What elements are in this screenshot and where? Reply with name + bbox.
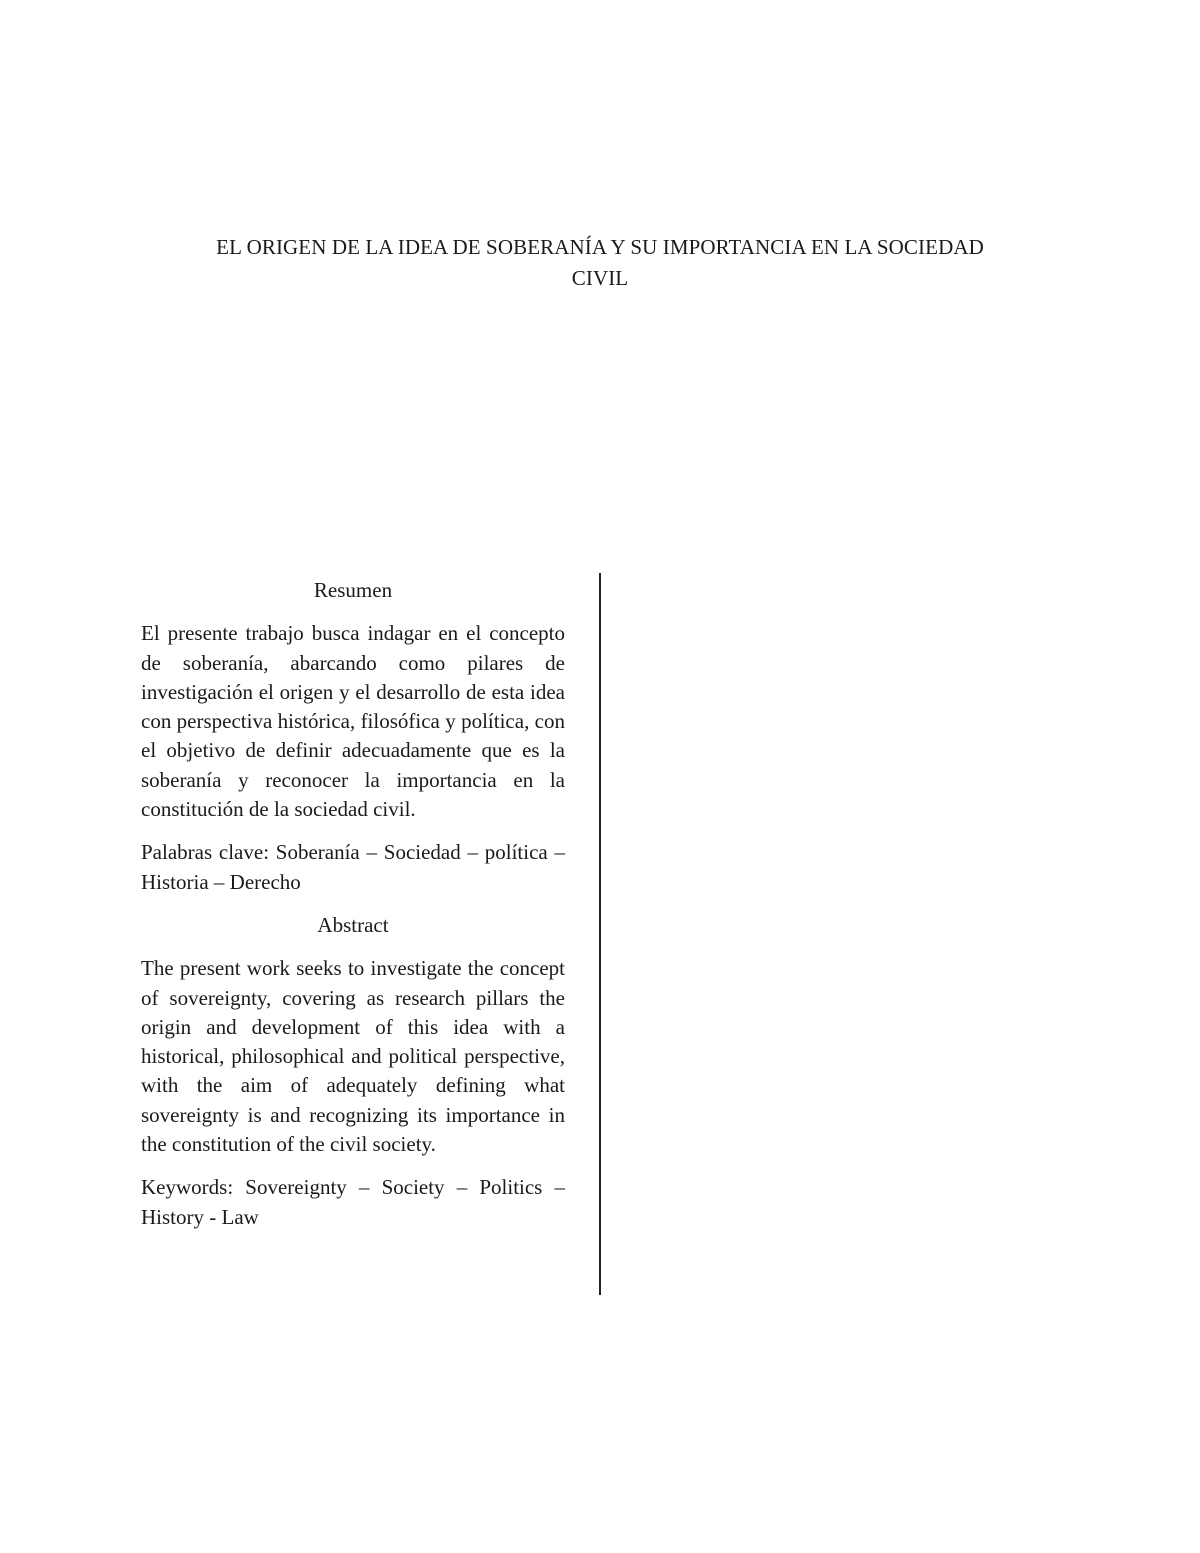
abstract-heading: Abstract xyxy=(317,912,389,937)
resumen-keywords: Palabras clave: Soberanía – Sociedad – política – Historia – Derecho xyxy=(141,840,565,894)
document-title-line-1: EL ORIGEN DE LA IDEA DE SOBERANÍA Y SU IMPORTANCIA EN LA SOCIEDAD xyxy=(216,235,984,259)
document-title-line-2: CIVIL xyxy=(571,266,629,290)
column-divider xyxy=(599,573,601,1295)
resumen-body: El presente trabajo busca indagar en el concepto de soberanía, abarcando como pilares de investigación el origen y el desarrollo de esta idea con perspectiva histórica, filosófica y política, con el objetivo de definir adecuadamente que es la soberanía y reconocer la importancia en la constitución de la sociedad civil. xyxy=(141,621,565,822)
abstract-column xyxy=(141,576,565,1232)
abstract-keywords: Keywords: Sovereignty – Society – Politics – History - Law xyxy=(141,1175,565,1229)
abstract-body: The present work seeks to investigate the concept of sovereignty, covering as research pillars the origin and development of this idea with a historical, philosophical and political perspective, with the aim of adequately defining what sovereignty is and recognizing its importance in the constitution of the civil society. xyxy=(141,956,565,1157)
resumen-heading: Resumen xyxy=(313,578,393,602)
document-title xyxy=(100,232,1100,294)
